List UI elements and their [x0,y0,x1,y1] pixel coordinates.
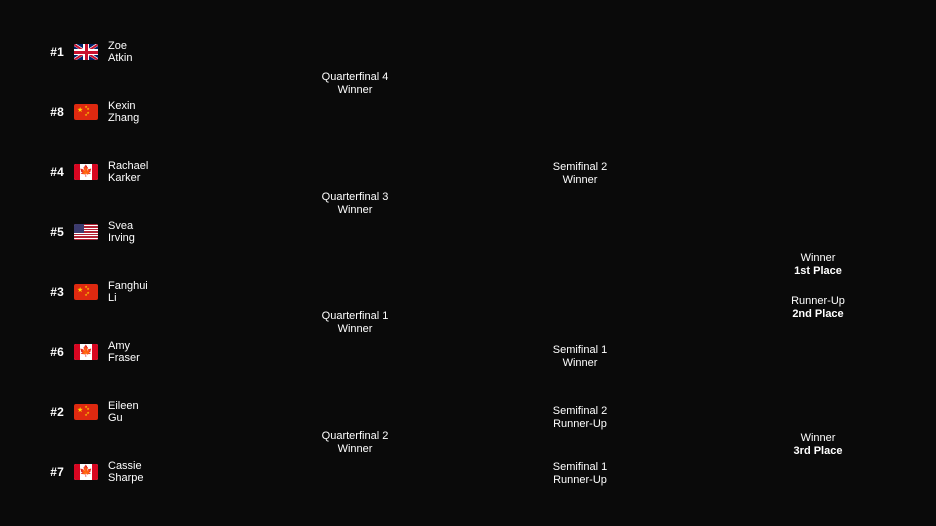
bracket-seed-entry [38,458,143,486]
athlete-name [108,100,139,125]
athlete-first-name: Rachael [108,159,149,172]
athlete-name [108,400,139,425]
bracket-seed-entry [38,398,139,426]
match-label-line2: Runner-Up [553,473,607,486]
bracket-match-label [553,461,607,486]
match-label-line2: Winner [562,173,598,186]
bracket-match-label [322,191,389,216]
flag-icon-canada: 🍁 [74,344,98,360]
seed-number: #6 [50,345,64,359]
bracket-seed-entry [38,158,148,186]
match-label-line2: Winner [337,203,373,216]
athlete-name [108,460,143,485]
match-label-line1: Quarterfinal 2 [321,430,389,442]
athlete-first-name: Zoe [108,39,127,52]
athlete-last-name: Atkin [108,52,133,64]
athlete-last-name: Sharpe [108,472,144,484]
bracket-match-label [553,161,607,186]
bracket-seed-entry [38,218,135,246]
athlete-first-name: Amy [108,339,130,352]
seed-number: #1 [50,45,64,59]
athlete-last-name: Li [108,292,117,304]
match-label-line2: Winner [562,356,598,369]
bracket-seed-entry [38,278,148,306]
match-label-line2: 2nd Place [792,307,844,320]
match-label-line2: Winner [337,442,373,455]
flag-icon-usa [74,224,98,240]
flag-icon-canada: 🍁 [74,164,98,180]
match-label-line2: Winner [337,322,373,335]
match-label-line1: Runner-Up [791,295,845,307]
match-label-line1: Quarterfinal 4 [321,71,389,83]
flag-icon-great-britain [74,44,98,60]
match-label-line1: Winner [800,432,836,444]
flag-icon-canada: 🍁 [74,464,98,480]
bracket-match-label [553,405,607,430]
seed-number: #7 [50,465,64,479]
seed-number: #2 [50,405,64,419]
bracket-match-label [791,295,845,320]
athlete-name [108,160,148,185]
match-label-line1: Semifinal 2 [552,405,608,417]
match-label-line1: Quarterfinal 1 [321,310,389,322]
athlete-name [108,280,148,305]
bracket-seed-entry [38,38,132,66]
athlete-first-name: Eileen [108,399,139,412]
athlete-first-name: Fanghui [108,279,148,292]
bracket-match-label [553,344,607,369]
bracket-match-label [322,310,389,335]
athlete-first-name: Svea [108,219,134,232]
seed-number: #8 [50,105,64,119]
flag-icon-china: ★ ★ ★ ★ ★ [74,104,98,120]
match-label-line1: Semifinal 1 [552,461,608,473]
athlete-name [108,340,140,365]
athlete-last-name: Fraser [108,352,140,364]
flag-icon-china: ★ ★ ★ ★ ★ [74,404,98,420]
athlete-last-name: Zhang [108,112,140,124]
athlete-last-name: Irving [108,232,135,244]
bracket-seed-entry [38,98,139,126]
bracket-match-label [322,71,389,96]
match-label-line2: Winner [337,83,373,96]
athlete-name [108,220,135,245]
seed-number: #3 [50,285,64,299]
bracket-match-label [794,252,842,277]
bracket-match-label [322,430,389,455]
bracket-seed-entry [38,338,140,366]
match-label-line1: Quarterfinal 3 [321,191,389,203]
seed-number: #4 [50,165,64,179]
flag-icon-china: ★ ★ ★ ★ ★ [74,284,98,300]
match-label-line1: Winner [800,252,836,264]
athlete-last-name: Karker [108,172,141,184]
match-label-line2: Runner-Up [553,417,607,430]
athlete-first-name: Kexin [108,99,136,112]
athlete-first-name: Cassie [108,459,142,472]
match-label-line2: 3rd Place [793,444,843,457]
match-label-line1: Semifinal 1 [552,344,608,356]
athlete-last-name: Gu [108,412,123,424]
athlete-name [108,40,132,65]
seed-number: #5 [50,225,64,239]
match-label-line1: Semifinal 2 [552,161,608,173]
bracket-match-label [794,432,843,457]
match-label-line2: 1st Place [794,264,842,277]
